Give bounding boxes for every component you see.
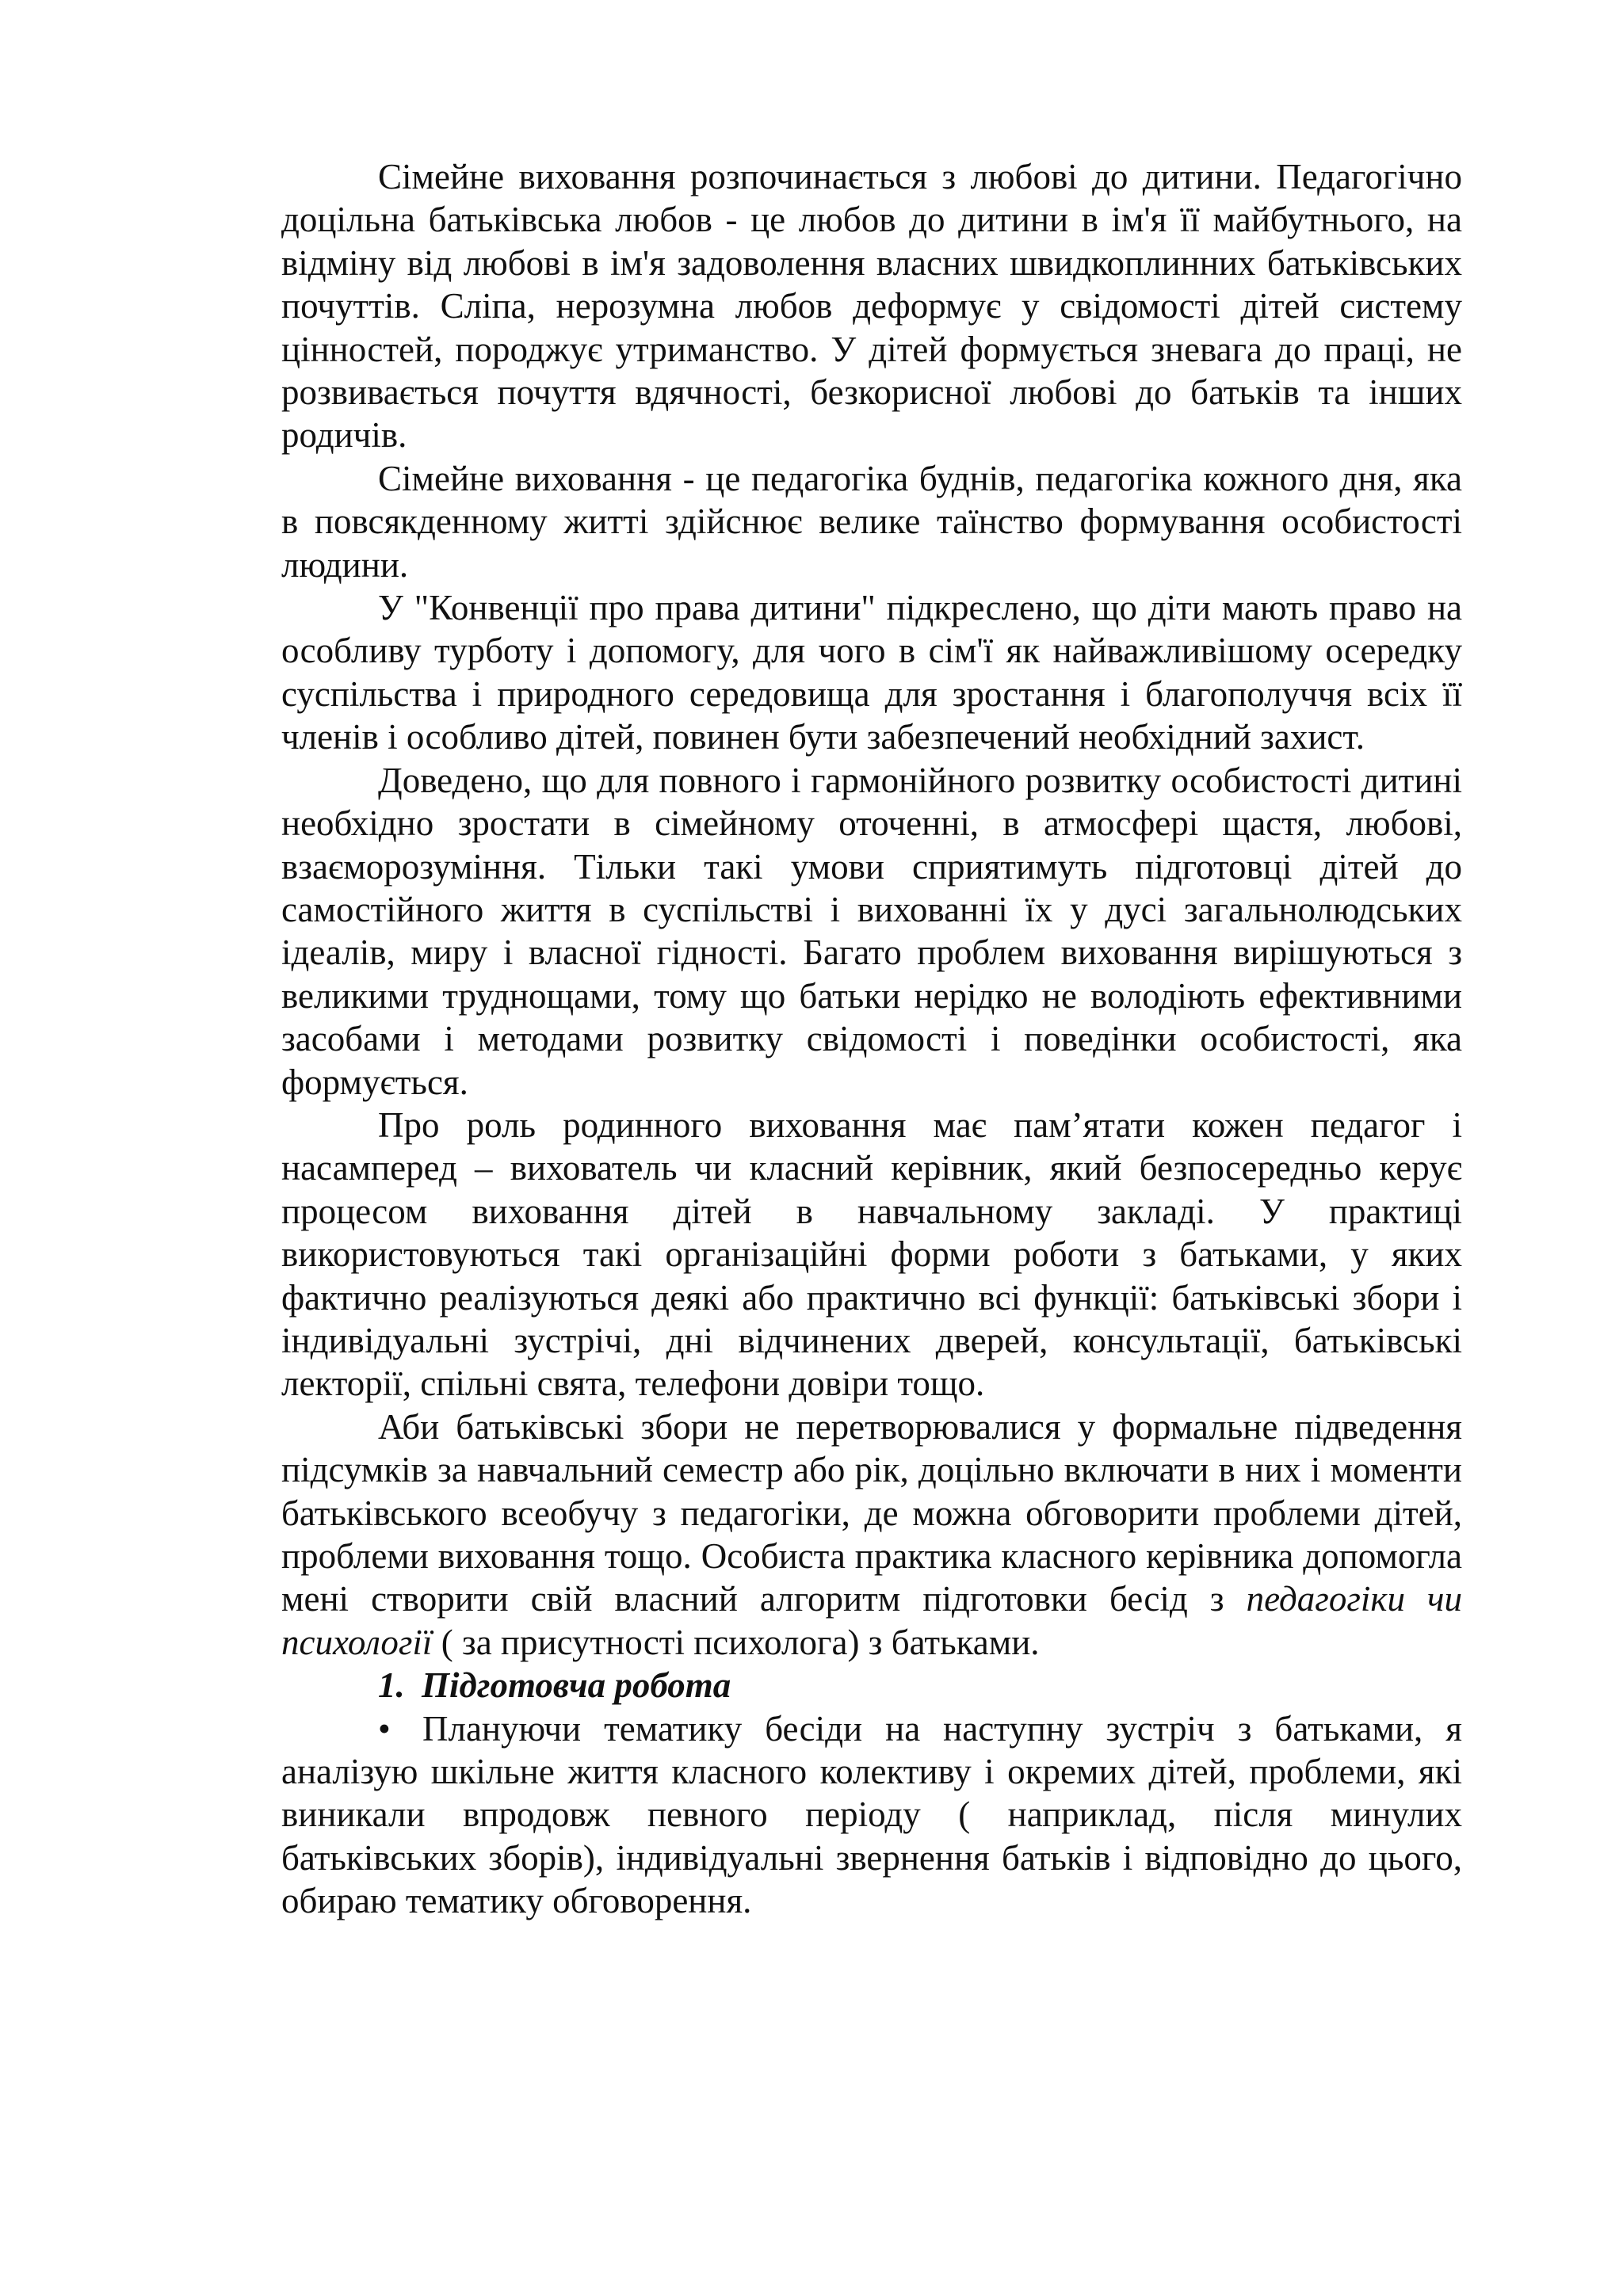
paragraph-family-upbringing-love: Сімейне виховання розпочинається з любові до дитини. Педагогічно доцільна батьківська любов - це любов до дитини в ім'я її майбутнього, на відміну від любові в ім'я задоволення власних швидкоплинних батьківських почуттів. Сліпа, нерозумна любов деформує у свідомості дітей систему цінностей, породжує утриманство. У дітей формується зневага до праці, не розвивається почуття вдячності, безкорисної любові до батьків та інших родичів. [281, 157, 1462, 456]
section-heading-number: 1. [378, 1665, 405, 1706]
paragraph-parent-meetings [281, 1405, 1462, 1664]
document-page [281, 155, 1462, 1923]
paragraph-parent-meetings-italic: педагогіки чи психології [281, 1579, 1463, 1662]
section-heading-text: Підготовча робота [422, 1665, 731, 1706]
paragraph-everyday-pedagogy: Сімейне виховання - це педагогіка буднів, педагогіка кожного дня, яка в повсякденному житті здійснює велике таїнство формування особистості людини. [281, 458, 1462, 585]
paragraph-role-of-family-upbringing: Про роль родинного виховання має пам’ятати кожен педагог і насамперед – вихователь чи класний керівник, який безпосередньо керує процесом виховання дітей в навчальному закладі. У практиці використовуються такі організаційні форми роботи з батьками, у яких фактично реалізуються деякі або практично всі функції: батьківські збори і індивідуальні зустрічі, дні відчинених дверей, консультації, батьківські лекторії, спільні свята, телефони довіри тощо. [281, 1104, 1462, 1404]
paragraph-harmonious-development: Доведено, що для повного і гармонійного розвитку особистості дитині необхідно зростати в сімейному оточенні, в атмосфері щастя, любові, взаєморозуміння. Тільки такі умови сприятимуть підготовці дітей до самостійного життя в суспільстві і вихованні їх у дусі загальнолюдських ідеалів, миру і власної гідності. Багато проблем виховання вирішуються з великими труднощами, тому що батьки нерідко не володіють ефективними засобами і методами розвитку свідомості і поведінки особистості, яка формується. [281, 760, 1462, 1102]
section-heading [281, 1664, 1462, 1707]
paragraph-parent-meetings-text: Аби батьківські збори не перетворювалися у формальне підведення підсумків за навчальний семестр або рік, доцільно включати в них і моменти батьківського всеобучу з педагогіки, де можна обговорити проблеми дітей, проблеми виховання тощо. Особиста практика класного керівника допомогла мені створити свій власний алгоритм підготовки бесід з [281, 1406, 1462, 1619]
bullet-list-item [281, 1707, 1462, 1923]
paragraph-convention-rights: У "Конвенції про права дитини" підкреслено, що діти мають право на особливу турботу і допомогу, для чого в сім'ї як найважливішому осередку суспільства і природного середовища для зростання і благополуччя всіх її членів і особливо дітей, повинен бути забезпечений необхідний захист. [281, 588, 1462, 757]
paragraph-parent-meetings-tail: ( за присутності психолога) з батьками. [432, 1622, 1040, 1662]
bullet-list-item-text: Плануючи тематику бесіди на наступну зустріч з батьками, я аналізую шкільне життя класного колективу і окремих дітей, проблеми, які виникали впродовж певного періоду ( наприклад, після минулих батьківських зборів), індивідуальні звернення батьків і відповідно до цього, обираю тематику обговорення. [281, 1708, 1462, 1921]
bullet-marker: • [378, 1708, 391, 1749]
